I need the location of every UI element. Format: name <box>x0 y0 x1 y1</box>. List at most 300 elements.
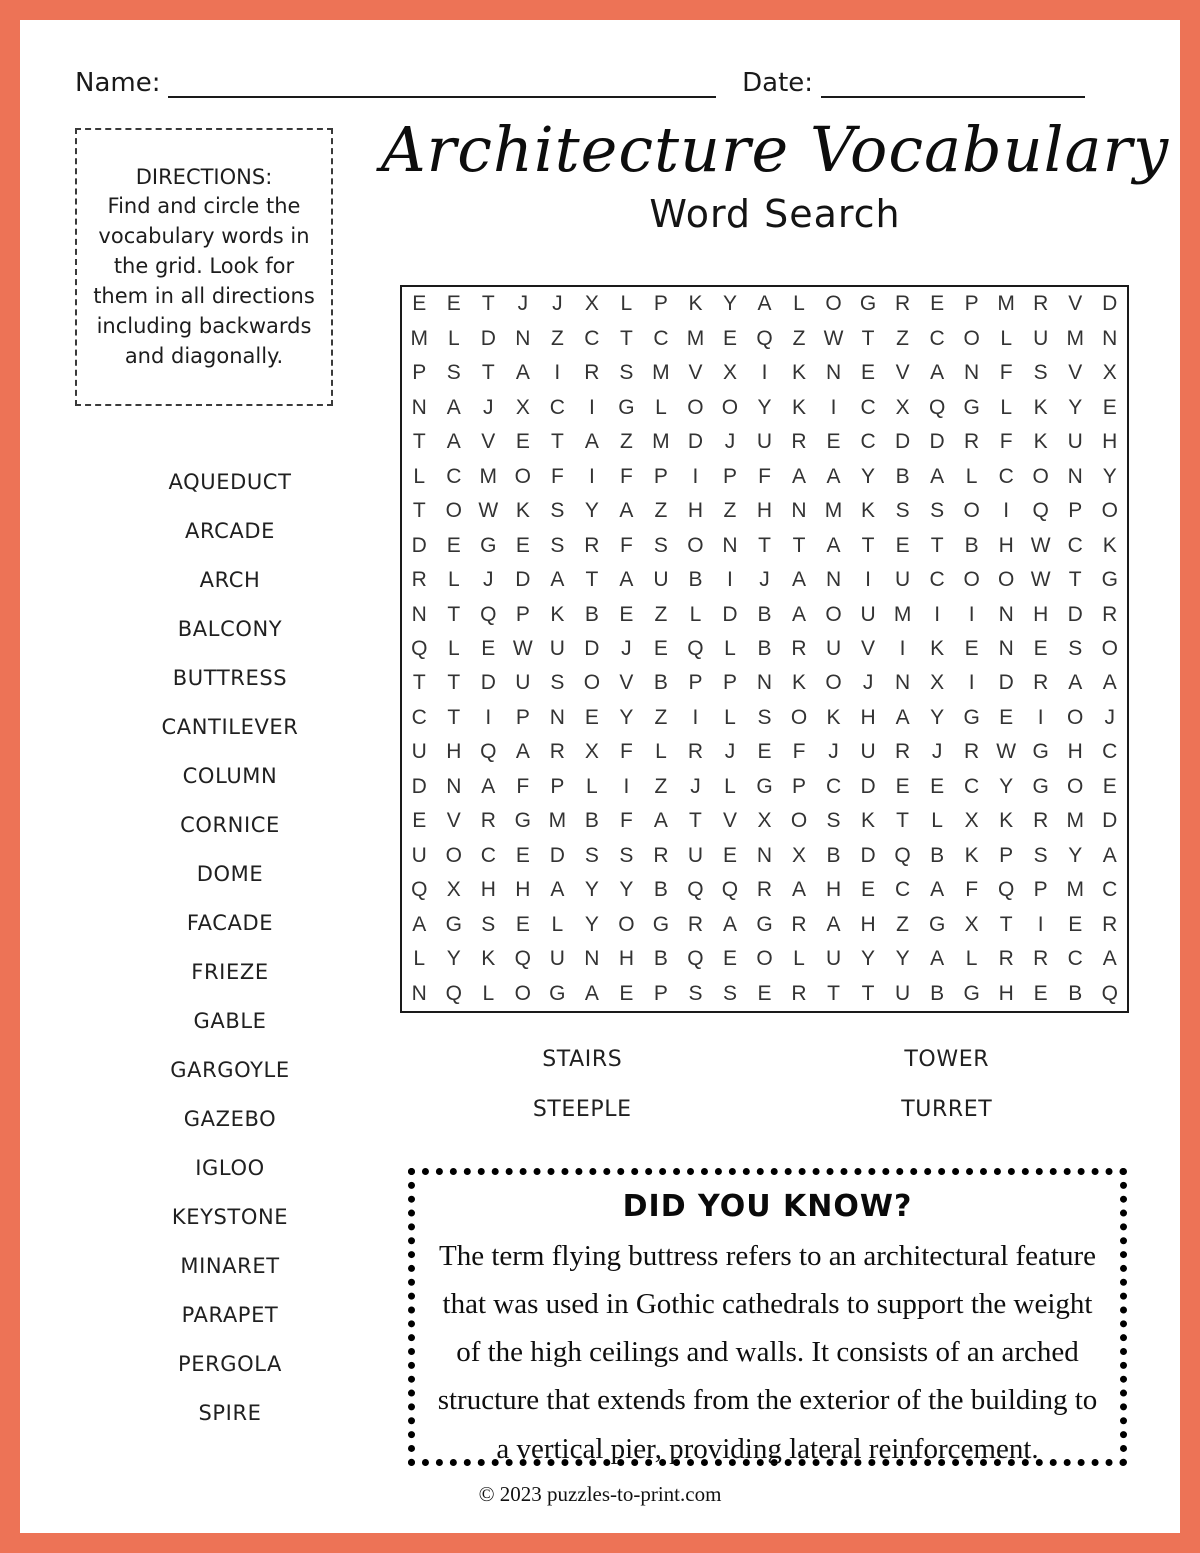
grid-cell: R <box>584 533 600 557</box>
grid-cell: A <box>826 464 841 488</box>
grid-cell: E <box>895 533 910 557</box>
grid-cell: E <box>722 947 737 971</box>
grid-cell: F <box>999 430 1013 454</box>
grid-cell: C <box>964 774 980 798</box>
grid-cell: V <box>481 430 496 454</box>
name-label: Name: <box>75 68 161 98</box>
grid-cell: J <box>931 740 943 764</box>
grid-cell: E <box>1033 981 1048 1005</box>
grid-cell: F <box>999 361 1013 385</box>
directions-box <box>75 128 333 406</box>
grid-cell: Y <box>930 705 945 729</box>
grid-cell: C <box>860 430 876 454</box>
grid-cell: C <box>998 464 1014 488</box>
grid-cell: L <box>931 809 943 833</box>
grid-cell: L <box>793 292 805 316</box>
grid-cell: A <box>826 533 841 557</box>
grid-cell: O <box>721 395 739 419</box>
grid-cell: N <box>1102 326 1118 350</box>
grid-cell: G <box>652 912 670 936</box>
grid-cell: R <box>1102 912 1118 936</box>
name-blank-line <box>168 68 716 98</box>
grid-cell: Q <box>480 602 497 626</box>
word-list-item: BALCONY <box>177 617 283 641</box>
grid-cell: P <box>515 602 530 626</box>
grid-cell: N <box>756 843 773 867</box>
grid-cell: V <box>619 671 634 695</box>
grid-cell: F <box>516 774 530 798</box>
word-list-item: DOME <box>196 862 264 886</box>
grid-cell: K <box>999 809 1014 833</box>
grid-cell: P <box>964 292 979 316</box>
grid-cell: F <box>550 464 564 488</box>
grid-cell: E <box>722 843 737 867</box>
grid-cell: M <box>652 361 670 385</box>
grid-cell: M <box>824 499 843 523</box>
grid-cell: A <box>584 430 599 454</box>
grid-cell: L <box>413 947 426 971</box>
grid-cell: D <box>722 602 738 626</box>
header-row <box>75 68 1085 98</box>
grid-cell: P <box>550 774 565 798</box>
did-you-know-box <box>408 1168 1127 1466</box>
grid-cell: T <box>1068 568 1082 592</box>
grid-cell: K <box>930 636 945 660</box>
grid-cell: Z <box>792 326 806 350</box>
grid-cell: I <box>899 636 906 660</box>
grid-cell: S <box>1033 843 1048 867</box>
grid-cell: Y <box>1102 464 1117 488</box>
grid-cell: R <box>1033 292 1049 316</box>
grid-cell: N <box>964 361 980 385</box>
grid-cell: L <box>1000 395 1012 419</box>
grid-cell: L <box>793 947 805 971</box>
grid-cell: Q <box>1032 499 1049 523</box>
grid-cell: X <box>964 912 979 936</box>
grid-cell: M <box>652 430 670 454</box>
grid-cell: L <box>724 705 736 729</box>
grid-cell: F <box>619 809 633 833</box>
grid-cell: Y <box>722 292 737 316</box>
grid-cell: J <box>724 430 736 454</box>
grid-cell: O <box>963 568 980 592</box>
grid-cell: G <box>756 912 773 936</box>
word-list-item: MINARET <box>180 1254 280 1278</box>
grid-cell: J <box>552 292 563 316</box>
grid-cell: F <box>619 740 633 764</box>
grid-cell: U <box>549 636 565 660</box>
grid-cell: B <box>584 809 599 833</box>
grid-cell: L <box>551 912 564 936</box>
grid-cell: A <box>792 568 807 592</box>
grid-cell: U <box>653 568 669 592</box>
grid-cell: E <box>895 774 910 798</box>
grid-cell: Q <box>445 981 462 1005</box>
word-list-item: PARAPET <box>181 1303 279 1327</box>
word-list-item: GARGOYLE <box>170 1058 290 1082</box>
grid-cell: C <box>653 326 669 350</box>
grid-cell: E <box>1068 912 1083 936</box>
grid-cell: T <box>412 430 426 454</box>
grid-cell: M <box>893 602 912 626</box>
grid-cell: D <box>411 533 427 557</box>
grid-cell: Y <box>895 947 910 971</box>
word-list-item: FRIEZE <box>191 960 269 984</box>
bottom-words-right-column <box>765 1035 1130 1135</box>
grid-cell: A <box>653 809 668 833</box>
grid-cell: O <box>687 395 704 419</box>
grid-cell: I <box>934 602 941 626</box>
grid-cell: R <box>1102 602 1118 626</box>
grid-cell: G <box>618 395 635 419</box>
grid-cell: P <box>722 671 737 695</box>
grid-cell: I <box>865 568 871 592</box>
grid-cell: H <box>1067 740 1083 764</box>
grid-cell: I <box>1037 912 1044 936</box>
grid-cell: T <box>861 981 875 1005</box>
grid-cell: S <box>1068 636 1083 660</box>
grid-cell: X <box>964 809 979 833</box>
grid-cell: S <box>930 499 945 523</box>
grid-cell: R <box>791 636 807 660</box>
grid-cell: X <box>584 740 599 764</box>
grid-cell: A <box>792 602 807 626</box>
grid-cell: N <box>722 533 738 557</box>
grid-cell: Q <box>687 947 704 971</box>
grid-cell: P <box>515 705 530 729</box>
grid-cell: K <box>964 843 979 867</box>
grid-cell: G <box>445 912 462 936</box>
grid-cell: T <box>481 361 495 385</box>
grid-cell: Y <box>999 774 1014 798</box>
grid-cell: E <box>964 636 979 660</box>
grid-cell: Y <box>584 912 599 936</box>
grid-cell: D <box>549 843 565 867</box>
grid-cell: V <box>688 361 703 385</box>
grid-cell: Q <box>1101 981 1118 1005</box>
grid-cell: D <box>1102 292 1118 316</box>
grid-cell: T <box>758 533 771 557</box>
grid-cell: Q <box>687 878 704 902</box>
grid-cell: W <box>996 740 1017 764</box>
grid-cell: A <box>619 499 634 523</box>
grid-cell: C <box>860 395 876 419</box>
grid-cell: I <box>968 671 975 695</box>
date-label: Date: <box>742 68 814 98</box>
grid-cell: E <box>515 843 530 867</box>
grid-cell: G <box>859 292 877 316</box>
grid-cell: Q <box>894 843 911 867</box>
grid-cell: K <box>792 361 807 385</box>
grid-cell: U <box>515 671 531 695</box>
grid-cell: M <box>1066 809 1084 833</box>
grid-cell: T <box>550 430 564 454</box>
word-list-item: TURRET <box>901 1097 993 1122</box>
grid-cell: T <box>412 671 426 695</box>
grid-cell: O <box>997 568 1015 592</box>
grid-cell: U <box>1067 430 1083 454</box>
grid-cell: J <box>517 292 529 316</box>
grid-cell: H <box>998 533 1014 557</box>
grid-cell: Z <box>896 326 909 350</box>
grid-cell: S <box>446 361 461 385</box>
grid-cell: G <box>1032 740 1049 764</box>
grid-cell: T <box>896 809 909 833</box>
grid-cell: O <box>825 671 842 695</box>
grid-cell: G <box>963 981 980 1005</box>
grid-cell: U <box>825 947 842 971</box>
grid-cell: Q <box>756 326 773 350</box>
word-list-item: KEYSTONE <box>171 1205 289 1229</box>
grid-cell: B <box>964 533 979 557</box>
grid-cell: J <box>621 636 632 660</box>
grid-cell: B <box>757 602 772 626</box>
grid-cell: C <box>411 705 427 729</box>
grid-cell: T <box>827 981 840 1005</box>
grid-cell: E <box>412 292 427 316</box>
grid-cell: D <box>480 326 496 350</box>
grid-cell: L <box>724 774 736 798</box>
grid-cell: A <box>446 395 461 419</box>
grid-cell: I <box>1003 499 1010 523</box>
grid-cell: E <box>412 809 427 833</box>
grid-cell: A <box>792 464 807 488</box>
grid-cell: K <box>688 292 703 316</box>
grid-cell: H <box>1033 602 1049 626</box>
grid-cell: G <box>963 705 980 729</box>
directions-body: Find and circle the vocabulary words in the grid. Look for them in all directions including backwards and diagonally. <box>93 194 315 368</box>
grid-cell: P <box>792 774 807 798</box>
grid-cell: E <box>515 430 530 454</box>
grid-cell: J <box>483 568 494 592</box>
grid-cell: Y <box>861 947 876 971</box>
grid-cell: Q <box>928 395 946 419</box>
grid-cell: O <box>514 981 531 1005</box>
grid-cell: R <box>1033 809 1049 833</box>
grid-cell: G <box>549 981 566 1005</box>
word-list-item: IGLOO <box>195 1156 265 1180</box>
grid-cell: K <box>861 809 876 833</box>
grid-cell: T <box>861 326 875 350</box>
grid-cell: S <box>653 533 668 557</box>
grid-cell: N <box>446 774 462 798</box>
grid-cell: K <box>826 705 841 729</box>
grid-cell: R <box>1033 947 1049 971</box>
grid-cell: O <box>445 499 462 523</box>
grid-cell: X <box>895 395 910 419</box>
bottom-words-left-column <box>400 1035 765 1135</box>
grid-cell: J <box>483 395 494 419</box>
grid-cell: Z <box>654 499 668 523</box>
grid-cell: V <box>1068 361 1083 385</box>
grid-cell: K <box>861 499 876 523</box>
grid-cell: G <box>1032 774 1049 798</box>
word-list-item: GABLE <box>193 1009 267 1033</box>
grid-cell: K <box>481 947 496 971</box>
grid-cell: R <box>964 740 980 764</box>
grid-cell: T <box>999 912 1013 936</box>
grid-cell: O <box>514 464 531 488</box>
grid-cell: N <box>825 361 842 385</box>
grid-cell: V <box>895 361 910 385</box>
grid-cell: D <box>1102 809 1118 833</box>
grid-cell: B <box>653 878 668 902</box>
grid-cell: O <box>790 705 808 729</box>
grid-cell: E <box>481 636 496 660</box>
grid-cell: K <box>1033 395 1048 419</box>
grid-cell: X <box>792 843 807 867</box>
grid-cell: U <box>411 740 427 764</box>
grid-cell: N <box>998 602 1014 626</box>
word-list-item: PERGOLA <box>177 1352 283 1376</box>
grid-cell: S <box>550 671 565 695</box>
grid-cell: F <box>619 464 633 488</box>
grid-cell: H <box>687 499 704 523</box>
grid-cell: U <box>549 947 565 971</box>
grid-cell: T <box>585 568 599 592</box>
grid-cell: K <box>792 671 807 695</box>
grid-cell: X <box>584 292 599 316</box>
grid-cell: N <box>1067 464 1083 488</box>
grid-cell: N <box>998 636 1014 660</box>
grid-cell: U <box>687 843 704 867</box>
word-list-item: TOWER <box>904 1047 990 1072</box>
grid-cell: I <box>692 705 699 729</box>
grid-cell: Q <box>480 740 497 764</box>
grid-cell: P <box>653 292 668 316</box>
grid-cell: L <box>413 464 426 488</box>
grid-cell: A <box>550 568 565 592</box>
grid-cell: A <box>1068 671 1083 695</box>
grid-cell: L <box>724 636 736 660</box>
grid-cell: E <box>515 533 530 557</box>
grid-cell: O <box>825 292 842 316</box>
grid-cell: A <box>1102 843 1117 867</box>
word-list <box>100 458 360 1438</box>
grid-cell: B <box>584 602 599 626</box>
grid-cell: N <box>411 981 427 1005</box>
grid-cell: X <box>930 671 945 695</box>
grid-cell: X <box>722 361 737 385</box>
grid-cell: E <box>999 705 1014 729</box>
grid-cell: O <box>756 947 773 971</box>
grid-cell: M <box>548 809 567 833</box>
grid-cell: A <box>722 912 737 936</box>
grid-cell: B <box>826 843 841 867</box>
grid-cell: T <box>447 602 461 626</box>
grid-cell: Y <box>1068 843 1083 867</box>
grid-cell: S <box>826 809 841 833</box>
grid-cell: R <box>964 430 980 454</box>
word-list-item: CANTILEVER <box>161 715 299 739</box>
grid-cell: S <box>895 499 910 523</box>
grid-cell: T <box>447 705 461 729</box>
grid-cell: N <box>411 395 427 419</box>
grid-cell: A <box>515 361 530 385</box>
grid-cell: O <box>963 499 980 523</box>
grid-cell: T <box>689 809 702 833</box>
grid-cell: I <box>554 361 561 385</box>
grid-cell: M <box>997 292 1015 316</box>
grid-cell: Y <box>1068 395 1083 419</box>
grid-cell: Y <box>619 705 634 729</box>
grid-cell: E <box>619 981 634 1005</box>
grid-cell: E <box>826 430 841 454</box>
grid-cell: L <box>1000 326 1012 350</box>
grid-cell: E <box>930 292 945 316</box>
grid-cell: C <box>1102 878 1118 902</box>
grid-cell: W <box>478 499 499 523</box>
grid-cell: O <box>1067 705 1084 729</box>
grid-cell: Y <box>446 947 461 971</box>
grid-cell: E <box>757 740 772 764</box>
grid-cell: W <box>1030 568 1051 592</box>
grid-cell: R <box>687 740 704 764</box>
grid-cell: P <box>653 464 668 488</box>
grid-cell: E <box>1033 636 1048 660</box>
grid-cell: E <box>619 602 634 626</box>
grid-cell: O <box>825 602 842 626</box>
grid-cell: I <box>485 705 492 729</box>
grid-cell: H <box>756 499 773 523</box>
grid-cell: Y <box>757 395 772 419</box>
grid-cell: U <box>860 602 876 626</box>
grid-cell: M <box>686 326 705 350</box>
grid-cell: H <box>446 740 462 764</box>
grid-cell: F <box>758 464 771 488</box>
grid-cell: E <box>930 774 945 798</box>
grid-cell: L <box>655 395 667 419</box>
grid-cell: F <box>965 878 979 902</box>
grid-cell: O <box>790 809 808 833</box>
grid-cell: R <box>791 912 807 936</box>
grid-cell: Z <box>550 326 564 350</box>
grid-cell: X <box>1102 361 1117 385</box>
grid-cell: T <box>792 533 806 557</box>
grid-cell: J <box>1104 705 1115 729</box>
grid-cell: D <box>515 568 531 592</box>
grid-cell: O <box>1032 464 1049 488</box>
grid-cell: U <box>895 981 911 1005</box>
grid-cell: E <box>1102 774 1117 798</box>
grid-cell: V <box>722 809 737 833</box>
grid-cell: S <box>757 705 772 729</box>
grid-cell: G <box>756 774 773 798</box>
grid-cell: H <box>515 878 531 902</box>
grid-cell: P <box>412 361 427 385</box>
grid-cell: D <box>895 430 911 454</box>
word-list-item: ARCADE <box>185 519 275 543</box>
word-list-item: STAIRS <box>542 1047 623 1072</box>
bottom-words <box>400 1035 1129 1135</box>
grid-cell: R <box>653 843 669 867</box>
grid-cell: C <box>549 395 565 419</box>
grid-cell: E <box>446 292 461 316</box>
grid-cell: U <box>756 430 773 454</box>
grid-cell: Z <box>654 774 668 798</box>
grid-cell: O <box>445 843 462 867</box>
grid-cell: E <box>757 981 772 1005</box>
grid-cell: O <box>618 912 635 936</box>
grid-cell: T <box>412 499 426 523</box>
grid-cell: S <box>619 361 634 385</box>
grid-cell: U <box>895 568 911 592</box>
grid-cell: C <box>584 326 600 350</box>
grid-cell: L <box>447 636 460 660</box>
grid-cell: R <box>756 878 773 902</box>
grid-cell: U <box>860 740 876 764</box>
grid-cell: D <box>687 430 704 454</box>
